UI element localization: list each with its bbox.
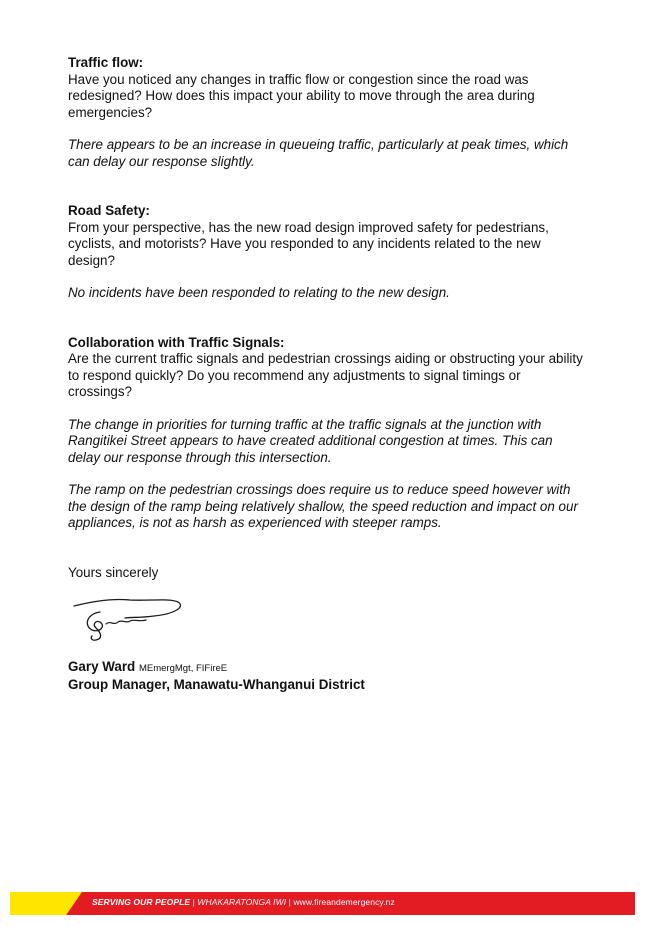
signer-block — [68, 659, 365, 693]
footer-yellow-accent — [10, 892, 82, 915]
section-question: Have you noticed any changes in traffic flow or congestion since the road was redesigned? How does this impact your ability to move through the area during emergencies? — [68, 71, 535, 120]
letter-body — [68, 55, 588, 581]
section-answer: There appears to be an increase in queueing traffic, particularly at peak times, which can delay our response slightly. — [68, 137, 569, 169]
signer-title: Group Manager, Manawatu-Whanganui District — [68, 677, 365, 692]
section-answer: The ramp on the pedestrian crossings does require us to reduce speed however with the design of the ramp being relatively shallow, the speed reduction and impact on our appliances, is not as harsh as experienced with steeper ramps. — [68, 482, 578, 530]
footer-separator: | — [190, 897, 198, 907]
footer-tagline: SERVING OUR PEOPLE — [92, 897, 191, 907]
section-heading: Collaboration with Traffic Signals: — [68, 334, 285, 350]
closing-salutation: Yours sincerely — [68, 564, 159, 580]
footer-separator: | — [286, 897, 294, 907]
footer-maori-tagline: WHAKARATONGA IWI — [197, 897, 287, 907]
section-traffic-flow — [68, 55, 588, 170]
section-question: Are the current traffic signals and pedestrian crossings aiding or obstructing your ability to respond quickly? Do you recommend any adjustments to signal timings or crossings? — [68, 351, 583, 399]
signer-qualifications: MEmergMgt, FIFireE — [138, 663, 228, 674]
section-answer: The change in priorities for turning traffic at the traffic signals at the junction with Rangitikei Street appears to have created additional congestion at times. This can delay our response through this intersection. — [68, 416, 553, 465]
section-traffic-signals — [68, 335, 588, 532]
section-question: From your perspective, has the new road design improved safety for pedestrians, cyclists, and motorists? Have you responded to any incidents related to the new design? — [68, 219, 549, 268]
footer-bar — [10, 892, 635, 915]
section-heading: Traffic flow: — [68, 55, 144, 70]
signer-name: Gary Ward — [68, 659, 136, 674]
footer-text — [92, 897, 395, 907]
section-answer: No incidents have been responded to relating to the new design. — [68, 285, 450, 300]
section-heading: Road Safety: — [68, 203, 150, 218]
section-road-safety — [68, 203, 588, 302]
footer-website-link[interactable]: www.fireandemergency.nz — [293, 897, 395, 907]
handwritten-signature — [70, 592, 190, 648]
